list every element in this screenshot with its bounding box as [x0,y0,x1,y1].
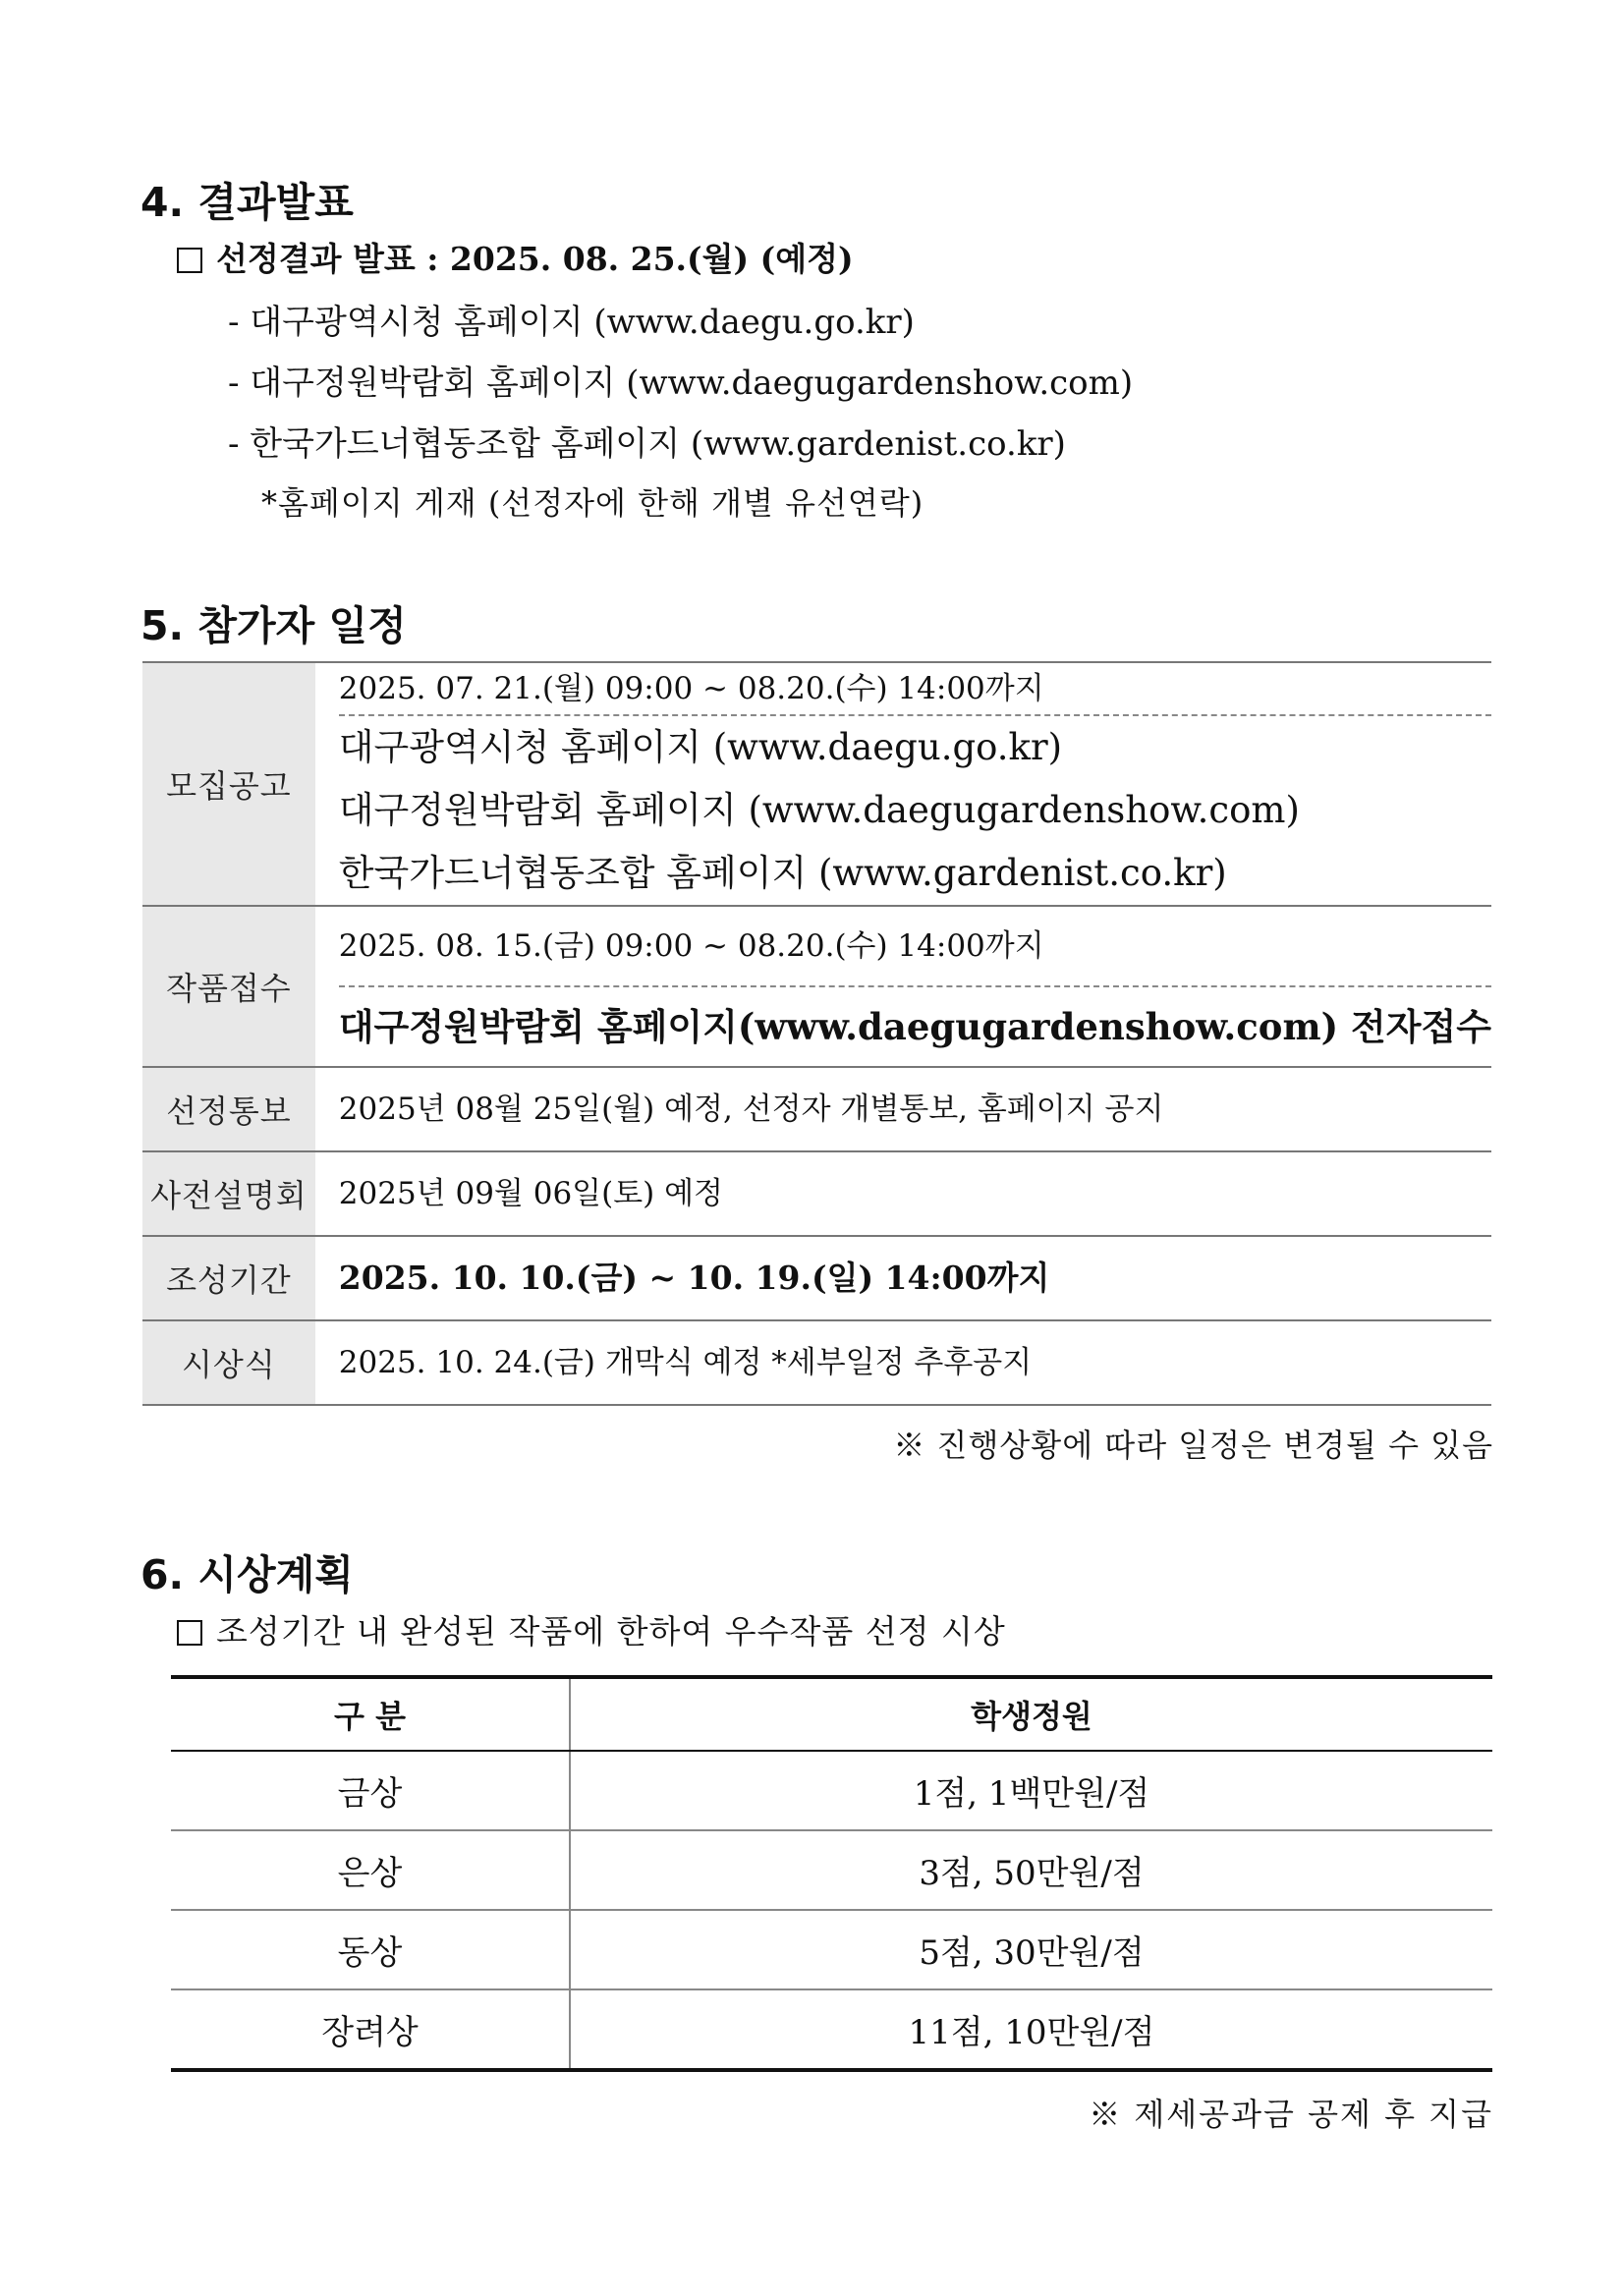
submit-detail: 대구정원박람회 홈페이지(www.daegugardenshow.com) 전자접수 [338,1005,1491,1048]
table-header-row [171,1677,1492,1751]
row-label: 사전설명회 [142,1151,315,1236]
schedule-note: ※ 진행상황에 따라 일정은 변경될 수 있음 [893,1427,1493,1464]
award-name: 장려상 [171,1989,570,2070]
row-label: 모집공고 [142,662,315,906]
row-value [315,906,1491,1067]
table-row [171,1989,1492,2070]
column-header: 구 분 [171,1677,570,1751]
column-header: 학생정원 [570,1677,1492,1751]
site-line: - 대구정원박람회 홈페이지 (www.daegugardenshow.com) [228,364,1134,403]
section-4-title: 4. 결과발표 [140,179,354,226]
row-value: 2025. 10. 24.(금) 개막식 예정 *세부일정 추후공지 [315,1320,1491,1405]
row-label: 조성기간 [142,1236,315,1320]
award-name: 동상 [171,1910,570,1989]
recruit-site: 대구정원박람회 홈페이지 (www.daegugardenshow.com) [338,789,1300,831]
recruit-period: 2025. 07. 21.(월) 09:00 ~ 08.20.(수) 14:00까지 [339,663,1491,716]
table-row [171,1830,1492,1910]
award-desc: 조성기간 내 완성된 작품에 한하여 우수작품 선정 시상 [216,1612,1006,1651]
row-label: 선정통보 [142,1067,315,1151]
awards-table [171,1675,1492,2072]
row-value [315,662,1491,906]
table-row [142,1236,1491,1320]
table-row [142,662,1491,906]
checkbox-icon [177,1620,202,1646]
sec4-note: *홈페이지 게재 (선정자에 한해 개별 유선연락) [261,484,924,522]
award-value: 5점, 30만원/점 [570,1910,1492,1989]
table-row [142,1067,1491,1151]
table-row [142,906,1491,1067]
section-5-title: 5. 참가자 일정 [140,602,407,649]
recruit-site: 대구광역시청 홈페이지 (www.daegu.go.kr) [338,726,1063,768]
award-value: 1점, 1백만원/점 [570,1751,1492,1830]
table-row [142,1151,1491,1236]
row-label: 작품접수 [142,906,315,1067]
site-line: - 한국가드너협동조합 홈페이지 (www.gardenist.co.kr) [228,424,1066,464]
row-value: 2025. 10. 10.(금) ~ 10. 19.(일) 14:00까지 [315,1236,1491,1320]
award-value: 11점, 10만원/점 [570,1989,1492,2070]
award-name: 금상 [171,1751,570,1830]
section-6-title: 6. 시상계획 [140,1551,354,1598]
announce-text: 선정결과 발표 : 2025. 08. 25.(월) (예정) [216,240,854,278]
award-desc-line [177,1606,1006,1652]
row-value: 2025년 08월 25일(월) 예정, 선정자 개별통보, 홈페이지 공지 [315,1067,1491,1151]
row-label: 시상식 [142,1320,315,1405]
award-note: ※ 제세공과금 공제 후 지급 [1089,2096,1493,2133]
recruit-site: 한국가드너협동조합 홈페이지 (www.gardenist.co.kr) [338,852,1227,894]
checkbox-icon [177,248,202,273]
site-line: - 대구광역시청 홈페이지 (www.daegu.go.kr) [228,303,915,342]
submit-period: 2025. 08. 15.(금) 09:00 ~ 08.20.(수) 14:00까지 [339,907,1491,987]
award-value: 3점, 50만원/점 [570,1830,1492,1910]
table-row [142,1320,1491,1405]
award-name: 은상 [171,1830,570,1910]
schedule-table [142,661,1491,1406]
row-value: 2025년 09월 06일(토) 예정 [315,1151,1491,1236]
table-row [171,1910,1492,1989]
announce-line [177,234,854,280]
table-row [171,1751,1492,1830]
